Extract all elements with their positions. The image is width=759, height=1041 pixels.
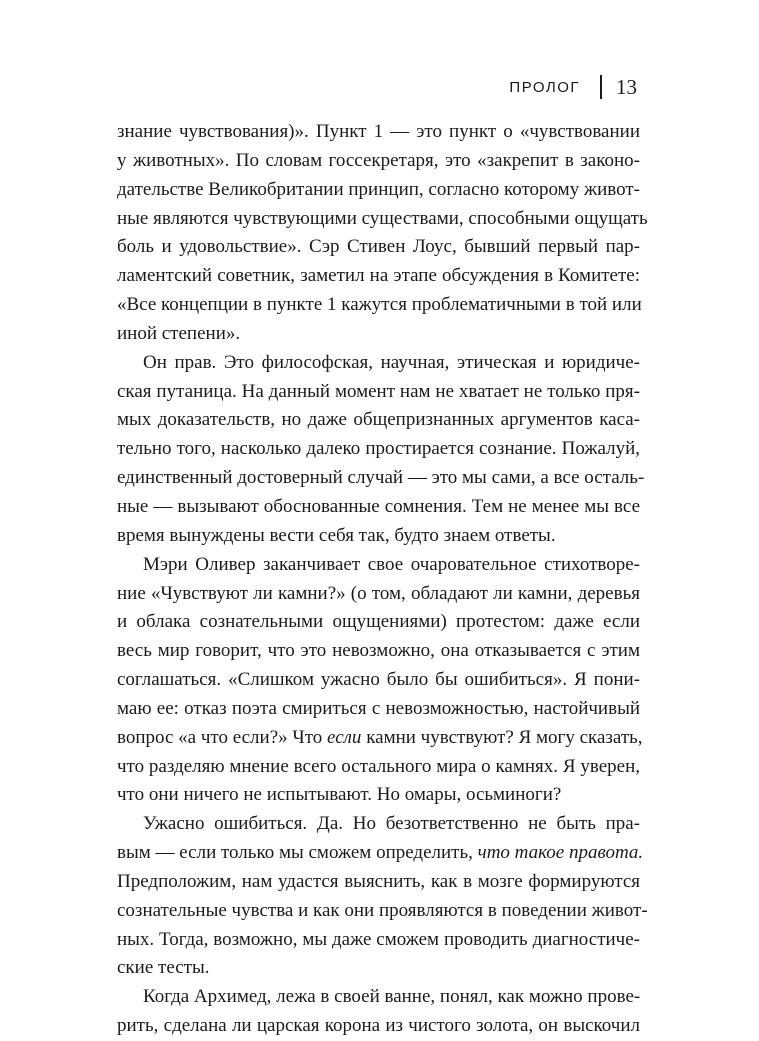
text-line: у животных». По словам госсекретаря, это «закрепит в законо- [117, 149, 640, 171]
text-line: рить, сделана ли царская корона из чистого золота, он выскочил [117, 1015, 640, 1037]
text-line: сознательные чувства и как они проявляются в поведении живот- [117, 899, 648, 921]
text-line: что разделяю мнение всего остального мира о камнях. Я уверен, [117, 755, 640, 777]
text-line: ская путаница. На данный момент нам не хватает не только пря- [117, 380, 640, 402]
text-line: весь мир говорит, что это невозможно, она отказывается с этим [117, 640, 640, 662]
text-line: «Все концепции в пункте 1 кажутся проблематичными в той или [117, 294, 642, 316]
paragraph [117, 349, 645, 551]
paragraph [117, 810, 648, 983]
text-line: ных. Тогда, возможно, мы даже сможем проводить диагностиче- [117, 928, 640, 950]
text-line: мых доказательств, но даже общепризнанных аргументов каса- [117, 409, 640, 431]
paragraph [117, 118, 648, 349]
text-line: вым — если только мы сможем определить, что такое правота. [117, 842, 644, 864]
text-line: Мэри Оливер заканчивает свое очаровательное стихотворе- [143, 553, 640, 575]
text-line: вопрос «а что если?» Что если камни чувствуют? Я могу сказать, [117, 726, 643, 748]
text-line: Он прав. Это философская, научная, этическая и юридиче- [143, 351, 640, 373]
text-line: Предположим, нам удастся выяснить, как в мозге формируются [117, 870, 640, 892]
text-line: ные являются чувствующими существами, способными ощущать [117, 207, 648, 229]
italic-emphasis: если [327, 726, 362, 748]
header-divider [600, 75, 602, 99]
text-line: Ужасно ошибиться. Да. Но безответственно не быть пра- [143, 813, 640, 835]
paragraph [117, 983, 640, 1041]
text-line: ные — вызывают обоснованные сомнения. Тем не менее мы все [117, 495, 640, 517]
text-line: тельно того, насколько далеко простирается сознание. Пожалуй, [117, 438, 640, 460]
text-line: маю ее: отказ поэта смириться с невозможностью, настойчивый [117, 697, 640, 719]
text-line: знание чувствования)». Пункт 1 — это пункт о «чувствовании [117, 121, 640, 142]
text-line: ские тесты. [117, 957, 210, 979]
text-line: соглашаться. «Слишком ужасно было бы ошибиться». Я пони- [117, 669, 640, 691]
text-line: что они ничего не испытывают. Но омары, осьминоги? [117, 784, 562, 806]
text-line: дательстве Великобритании принцип, согласно которому живот- [117, 178, 640, 200]
page-number: 13 [616, 74, 637, 99]
text-line: ние «Чувствуют ли камни?» (о том, обладают ли камни, деревья [117, 582, 640, 604]
paragraph [117, 551, 643, 811]
text-line: и облака сознательными ощущениями) протестом: даже если [117, 611, 640, 633]
text-line: иной степени». [117, 322, 241, 344]
body-text [117, 118, 648, 1041]
text-line: ламентский советник, заметил на этапе обсуждения в Комитете: [117, 265, 640, 287]
text-line: время вынуждены вести себя так, будто знаем ответы. [117, 524, 556, 546]
text-line: Когда Архимед, лежа в своей ванне, понял, как можно прове- [143, 986, 641, 1008]
text-line: боль и удовольствие». Сэр Стивен Лоус, бывший первый пар- [117, 236, 640, 258]
running-head [509, 72, 637, 102]
text-line: единственный достоверный случай — это мы сами, а все осталь- [117, 467, 645, 489]
section-title: ПРОЛОГ [509, 78, 580, 96]
italic-emphasis: , что такое правота. [468, 842, 644, 864]
